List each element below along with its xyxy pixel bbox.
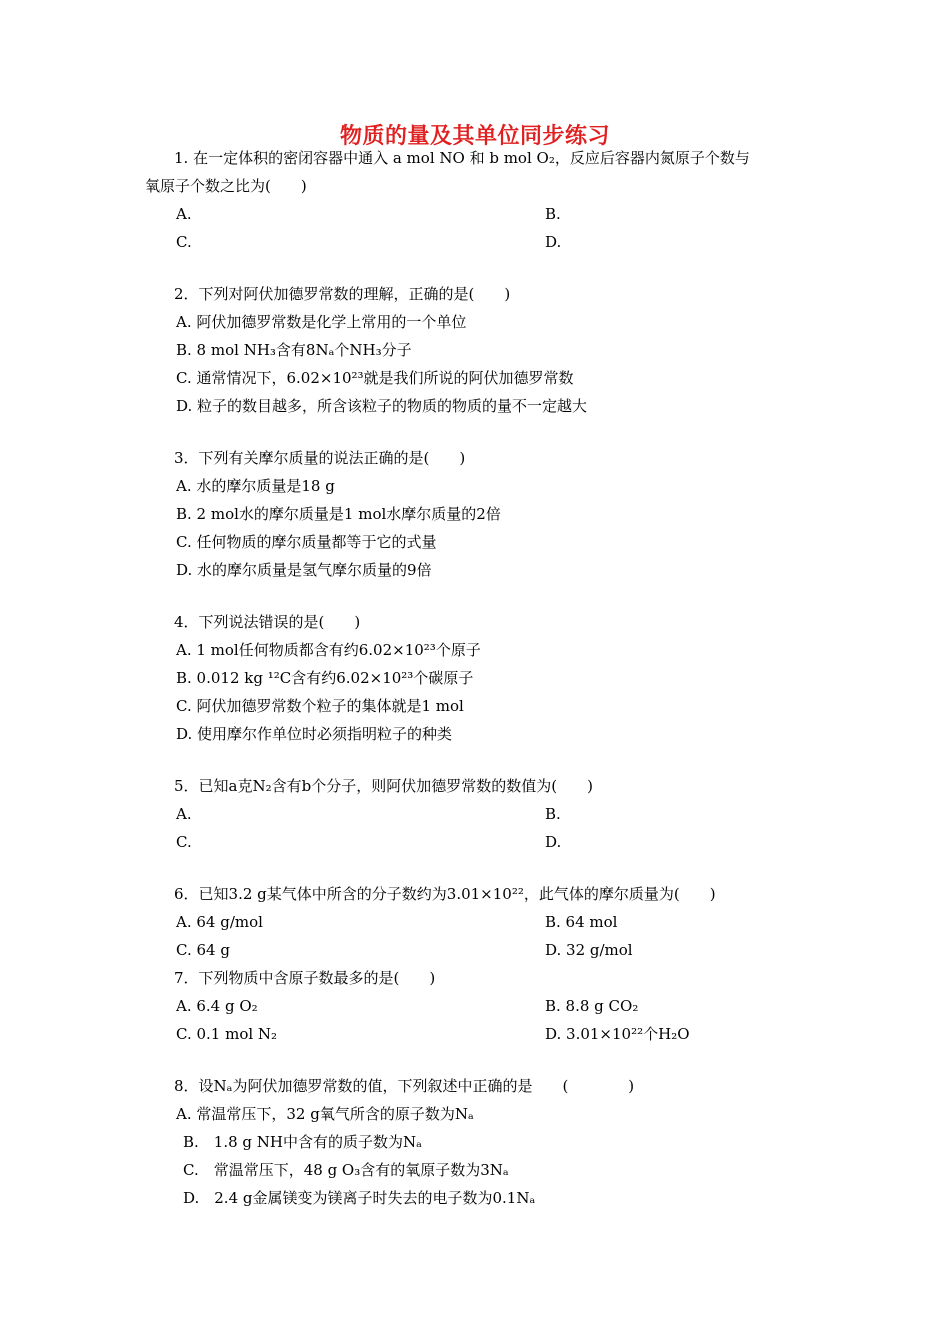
q2-stem: 2．下列对阿伏加德罗常数的理解，正确的是( ) [174,285,511,303]
q5-option-b: B. [545,805,561,823]
q5-option-c: C. [176,833,192,851]
q6-option-b: B. 64 mol [545,913,618,931]
q8-stem: 8．设Nₐ为阿伏加德罗常数的值，下列叙述中正确的是 ( ) [174,1077,635,1095]
q1-option-a: A. [176,205,192,223]
q5-stem: 5．已知a克N₂含有b个分子，则阿伏加德罗常数的数值为( ) [174,777,593,795]
q2-option-b: B. 8 mol NH₃含有8Nₐ个NH₃分子 [176,341,412,359]
q7-option-c: C. 0.1 mol N₂ [176,1025,278,1043]
q3-stem: 3．下列有关摩尔质量的说法正确的是( ) [174,449,466,467]
q3-option-a: A. 水的摩尔质量是18 g [176,477,335,495]
page-title: 物质的量及其单位同步练习 [339,124,610,149]
q3-option-c: C. 任何物质的摩尔质量都等于它的式量 [176,533,437,551]
q8-option-d: D. 2.4 g金属镁变为镁离子时失去的电子数为0.1Nₐ [183,1189,536,1207]
q4-option-d: D. 使用摩尔作单位时必须指明粒子的种类 [176,725,453,743]
q2-option-d: D. 粒子的数目越多，所含该粒子的物质的物质的量不一定越大 [176,397,588,415]
q6-stem: 6．已知3.2 g某气体中所含的分子数约为3.01×10²²，此气体的摩尔质量为( ) [174,885,716,903]
q4-option-c: C. 阿伏加德罗常数个粒子的集体就是1 mol [176,697,464,715]
q1-option-b: B. [545,205,561,223]
q8-option-b: B. 1.8 g NH中含有的质子数为Nₐ [183,1133,422,1151]
q1-option-c: C. [176,233,192,251]
q2-option-a: A. 阿伏加德罗常数是化学上常用的一个单位 [176,313,467,331]
q6-option-a: A. 64 g/mol [176,913,263,931]
q2-option-c: C. 通常情况下，6.02×10²³就是我们所说的阿伏加德罗常数 [176,369,574,387]
q3-option-b: B. 2 mol水的摩尔质量是1 mol水摩尔质量的2倍 [176,505,501,523]
q7-option-b: B. 8.8 g CO₂ [545,997,639,1015]
q3-option-d: D. 水的摩尔质量是氢气摩尔质量的9倍 [176,561,432,579]
q4-option-b: B. 0.012 kg ¹²C含有约6.02×10²³个碳原子 [176,669,474,687]
q6-option-c: C. 64 g [176,941,230,959]
q7-option-d: D. 3.01×10²²个H₂O [545,1025,690,1043]
q6-option-d: D. 32 g/mol [545,941,633,959]
q1-stem-line1: 1. 在一定体积的密闭容器中通入 a mol NO 和 b mol O₂，反应后容器内氮原子个数与 [174,149,750,167]
q7-stem: 7．下列物质中含原子数最多的是( ) [174,969,436,987]
q8-option-c: C. 常温常压下，48 g O₃含有的氧原子数为3Nₐ [183,1161,509,1179]
q4-stem: 4．下列说法错误的是( ) [174,613,361,631]
q4-option-a: A. 1 mol任何物质都含有约6.02×10²³个原子 [176,641,481,659]
q5-option-a: A. [176,805,192,823]
q5-option-d: D. [545,833,562,851]
q1-option-d: D. [545,233,562,251]
q7-option-a: A. 6.4 g O₂ [176,997,258,1015]
q8-option-a: A. 常温常压下，32 g氧气所含的原子数为Nₐ [176,1105,474,1123]
q1-stem-line2: 氧原子个数之比为( ) [145,177,307,195]
